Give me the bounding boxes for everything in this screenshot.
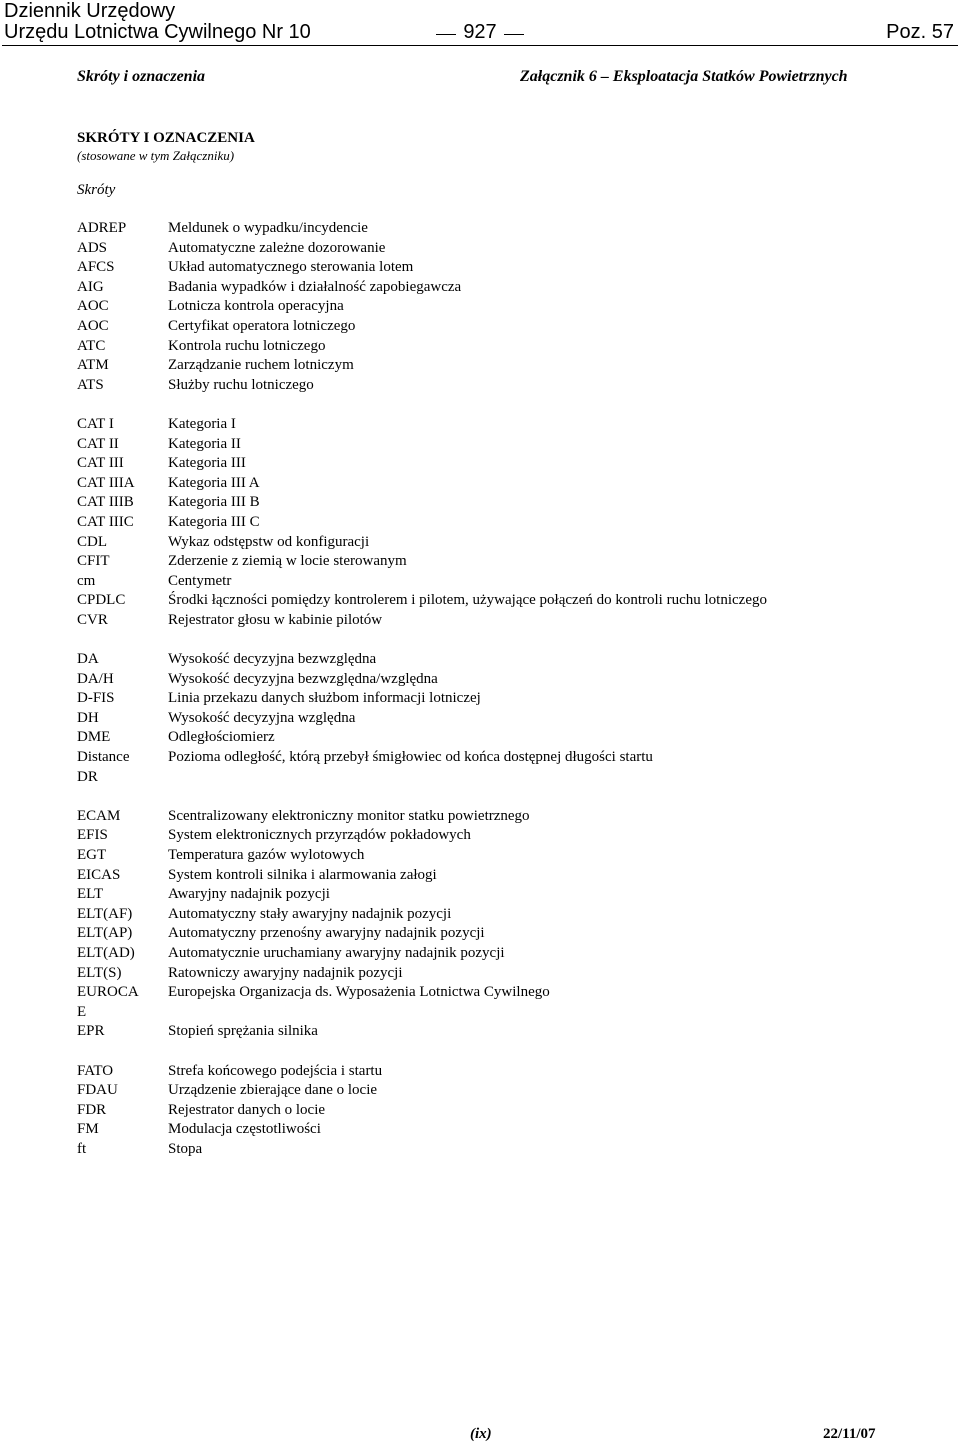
list-item: [77, 258, 937, 278]
list-item: [77, 650, 937, 670]
abbreviation-meaning: Strefa końcowego podejścia i startu: [168, 1062, 383, 1079]
list-item: [77, 689, 937, 709]
abbreviation-term: EGT: [77, 847, 107, 863]
list-item: [77, 748, 937, 768]
list-item: [77, 454, 937, 474]
list-item: [77, 513, 937, 533]
abbreviation-term: FM: [77, 1121, 99, 1138]
list-item: [77, 826, 937, 846]
abbreviation-term: ELT(S): [77, 964, 122, 981]
list-item: [77, 1101, 937, 1121]
list-item: [77, 435, 937, 455]
list-item: [77, 1062, 937, 1082]
abbreviation-meaning: Scentralizowany elektroniczny monitor statku powietrznego: [168, 807, 530, 824]
abbreviation-term: CAT I: [77, 415, 114, 432]
abbreviation-meaning: Wysokość decyzyjna względna: [168, 709, 356, 726]
abbreviation-meaning: Wysokość decyzyjna bezwzględna/względna: [168, 670, 438, 687]
footer-date: 22/11/07: [823, 1426, 876, 1442]
list-item: [77, 670, 937, 690]
position-number: Poz. 57: [886, 21, 954, 43]
abbreviation-term: ELT(AD): [77, 944, 135, 961]
running-header-right: Załącznik 6 – Eksploatacja Statków Powietrznych: [520, 68, 848, 85]
abbreviation-meaning: Automatycznie uruchamiany awaryjny nadajnik pozycji: [168, 944, 505, 961]
list-item: [77, 1022, 937, 1042]
list-item: [77, 846, 937, 866]
abbreviation-meaning: Zderzenie z ziemią w locie sterowanym: [168, 553, 407, 570]
list-item: [77, 768, 937, 788]
subheading: Skróty: [77, 182, 116, 198]
abbreviation-term: CAT IIIA: [77, 474, 135, 491]
abbreviation-term: EPR: [77, 1023, 105, 1040]
abbreviation-meaning: Kontrola ruchu lotniczego: [168, 337, 326, 354]
abbreviation-meaning: Badania wypadków i działalność zapobiegawcza: [168, 278, 462, 295]
abbreviation-term: ELT(AP): [77, 925, 133, 942]
list-item: [77, 356, 937, 376]
page-number-dash-right: [504, 34, 524, 35]
abbreviation-meaning: Stopa: [168, 1140, 203, 1157]
abbreviation-meaning: Certyfikat operatora lotniczego: [168, 317, 356, 334]
abbreviation-term: CFIT: [77, 553, 110, 570]
list-item: [77, 572, 937, 592]
abbreviation-term: DA: [77, 651, 99, 668]
list-item: [77, 885, 937, 905]
page-header: [0, 0, 960, 46]
list-item: [77, 337, 937, 357]
abbreviation-term: FATO: [77, 1062, 114, 1079]
list-item: [77, 395, 937, 415]
abbreviation-term: E: [77, 1003, 87, 1020]
journal-title: Dziennik Urzędowy: [4, 0, 176, 22]
abbreviation-term: ATM: [77, 357, 109, 374]
list-item: [77, 219, 937, 239]
list-item: [77, 552, 937, 572]
list-item: [77, 924, 937, 944]
list-item: [77, 239, 937, 259]
abbreviation-term: ADREP: [77, 220, 127, 236]
abbreviation-meaning: System kontroli silnika i alarmowania załogi: [168, 866, 437, 883]
abbreviation-meaning: Środki łączności pomiędzy kontrolerem i pilotem, używające połączeń do kontroli ruchu lotniczego: [168, 592, 767, 609]
list-item: [77, 964, 937, 984]
list-item: [77, 611, 937, 631]
list-item: [77, 493, 937, 513]
abbreviation-meaning: Kategoria III B: [168, 494, 260, 511]
abbreviation-meaning: Automatyczne zależne dozorowanie: [168, 239, 386, 256]
abbreviation-term: ELT(AF): [77, 905, 133, 922]
abbreviation-meaning: Awaryjny nadajnik pozycji: [168, 886, 330, 903]
list-item: [77, 866, 937, 886]
abbreviation-meaning: Linia przekazu danych służbom informacji lotniczej: [168, 690, 481, 707]
list-item: [77, 317, 937, 337]
abbreviation-term: EFIS: [77, 827, 108, 844]
abbreviation-meaning: Ratowniczy awaryjny nadajnik pozycji: [168, 964, 403, 981]
abbreviation-meaning: Kategoria III C: [168, 513, 260, 530]
abbreviation-meaning: Urządzenie zbierające dane o locie: [168, 1082, 378, 1099]
list-item: [77, 1042, 937, 1062]
section-subtitle: (stosowane w tym Załączniku): [77, 148, 235, 163]
abbreviation-meaning: Temperatura gazów wylotowych: [168, 847, 365, 863]
abbreviation-term: AOC: [77, 298, 109, 315]
abbreviation-meaning: Automatyczny stały awaryjny nadajnik pozycji: [168, 905, 452, 922]
list-item: [77, 474, 937, 494]
section-title: SKRÓTY I OZNACZENIA: [77, 130, 255, 146]
abbreviation-meaning: Meldunek o wypadku/incydencie: [168, 220, 368, 236]
list-item: [77, 278, 937, 298]
list-item: [77, 591, 937, 611]
abbreviation-meaning: Stopień sprężania silnika: [168, 1023, 318, 1040]
abbreviation-meaning: System elektronicznych przyrządów pokładowych: [168, 827, 471, 844]
abbreviation-meaning: Zarządzanie ruchem lotniczym: [168, 357, 354, 374]
abbreviation-meaning: Kategoria III: [168, 455, 246, 472]
abbreviation-term: AOC: [77, 317, 109, 334]
abbreviation-meaning: Kategoria III A: [168, 474, 260, 491]
header-rule: [2, 45, 958, 46]
footer-page-label: (ix): [470, 1426, 492, 1442]
abbreviation-meaning: Automatyczny przenośny awaryjny nadajnik pozycji: [168, 925, 485, 942]
abbreviation-term: Distance: [77, 749, 130, 766]
abbreviation-term: CPDLC: [77, 592, 126, 609]
abbreviation-term: CAT IIIC: [77, 513, 134, 530]
abbreviation-term: CAT III: [77, 455, 124, 472]
list-item: [77, 297, 937, 317]
abbreviation-meaning: Rejestrator danych o locie: [168, 1101, 326, 1118]
abbreviation-term: FDR: [77, 1101, 107, 1118]
list-item: [77, 807, 937, 827]
abbreviation-term: CAT II: [77, 435, 119, 452]
abbreviation-term: FDAU: [77, 1082, 118, 1099]
page-number: 927: [463, 21, 497, 43]
abbreviation-term: ft: [77, 1140, 87, 1157]
list-item: [77, 415, 937, 435]
list-item: [77, 983, 937, 1003]
abbreviation-term: ECAM: [77, 807, 121, 824]
list-item: [77, 944, 937, 964]
list-item: [77, 1120, 937, 1140]
abbreviation-term: cm: [77, 572, 96, 589]
abbreviation-meaning: Kategoria II: [168, 435, 241, 452]
abbreviation-meaning: Europejska Organizacja ds. Wyposażenia Lotnictwa Cywilnego: [168, 984, 550, 1001]
abbreviation-term: EICAS: [77, 866, 121, 883]
abbreviation-term: CVR: [77, 611, 108, 628]
list-item: [77, 709, 937, 729]
abbreviation-term: AIG: [77, 278, 104, 295]
list-item: [77, 1140, 937, 1160]
list-item: [77, 630, 937, 650]
abbreviation-term: DA/H: [77, 670, 114, 687]
abbreviation-meaning: Służby ruchu lotniczego: [168, 376, 314, 393]
abbreviation-meaning: Układ automatycznego sterowania lotem: [168, 259, 414, 276]
abbreviation-meaning: Pozioma odległość, którą przebył śmigłowiec od końca dostępnej długości startu: [168, 749, 653, 766]
abbreviation-term: ELT: [77, 886, 104, 903]
list-item: [77, 533, 937, 553]
abbreviation-meaning: Rejestrator głosu w kabinie pilotów: [168, 611, 383, 628]
abbreviation-term: DME: [77, 729, 111, 746]
abbreviation-meaning: Wysokość decyzyjna bezwzględna: [168, 651, 377, 668]
abbreviation-meaning: Odległościomierz: [168, 729, 275, 746]
running-header-left: Skróty i oznaczenia: [77, 68, 206, 85]
abbreviation-term: AFCS: [77, 259, 115, 276]
abbreviation-list: [77, 219, 937, 1160]
abbreviation-meaning: Wykaz odstępstw od konfiguracji: [168, 533, 370, 550]
list-item: [77, 376, 937, 396]
journal-issue: Urzędu Lotnictwa Cywilnego Nr 10: [4, 21, 311, 43]
abbreviation-term: D-FIS: [77, 690, 115, 707]
abbreviation-meaning: Kategoria I: [168, 415, 236, 432]
list-item: [77, 1081, 937, 1101]
abbreviation-term: CDL: [77, 533, 107, 550]
abbreviation-meaning: Modulacja częstotliwości: [168, 1121, 321, 1138]
abbreviation-meaning: Lotnicza kontrola operacyjna: [168, 298, 344, 315]
abbreviation-term: DR: [77, 768, 98, 785]
abbreviation-term: ATC: [77, 337, 106, 354]
list-item: [77, 728, 937, 748]
abbreviation-term: ADS: [77, 239, 108, 256]
abbreviation-term: CAT IIIB: [77, 494, 134, 511]
abbreviation-term: DH: [77, 709, 99, 726]
abbreviation-term: EUROCA: [77, 984, 139, 1001]
list-item: [77, 905, 937, 925]
abbreviation-meaning: Centymetr: [168, 572, 232, 589]
list-item: [77, 787, 937, 807]
abbreviation-term: ATS: [77, 376, 104, 393]
list-item: [77, 1003, 937, 1023]
